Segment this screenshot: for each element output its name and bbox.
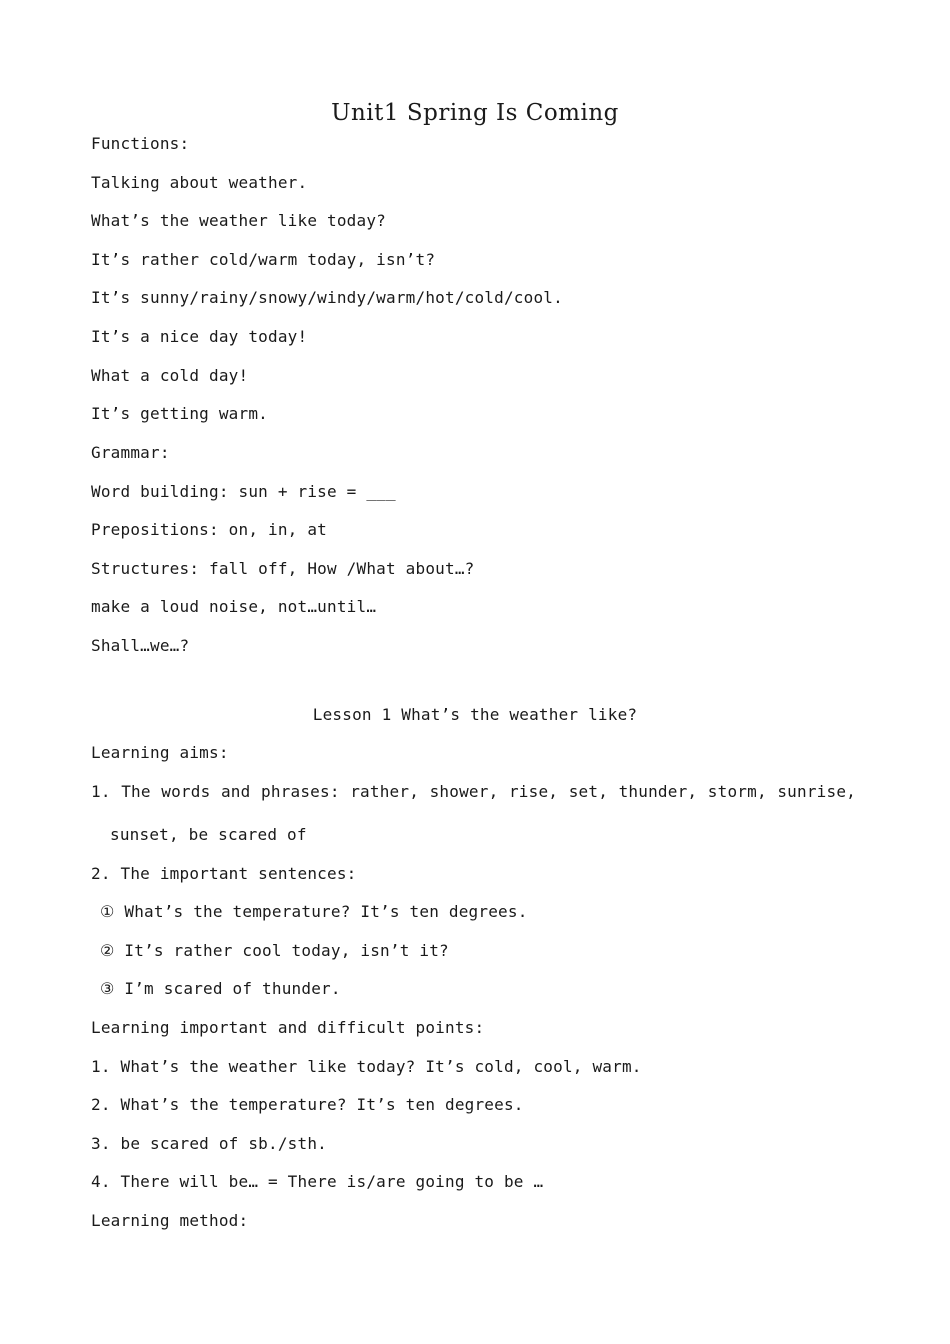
grammar-line: Structures: fall off, How /What about…? [91,559,475,578]
functions-line: Talking about weather. [91,173,308,192]
functions-line: It’s sunny/rainy/snowy/windy/warm/hot/cold/cool. [91,288,563,307]
functions-line: It’s rather cold/warm today, isn’t? [91,250,436,269]
grammar-line: Shall…we…? [91,636,190,655]
points-heading: Learning important and difficult points: [91,1018,485,1037]
sentence-item: ② It’s rather cool today, isn’t it? [100,941,449,960]
point-item: 4. There will be… = There is/are going to be … [91,1172,544,1191]
functions-heading: Functions: [91,134,190,153]
grammar-line: Word building: sun + rise = ___ [91,482,396,501]
learning-aims-heading: Learning aims: [91,743,229,762]
point-item: 2. What’s the temperature? It’s ten degrees. [91,1095,524,1114]
aim-item: 1. The words and phrases: rather, shower, rise, set, thunder, storm, sunrise, [91,782,856,801]
grammar-line: make a loud noise, not…until… [91,597,377,616]
sentence-item: ③ I’m scared of thunder. [100,979,341,998]
point-item: 3. be scared of sb./sth. [91,1134,327,1153]
functions-line: It’s a nice day today! [91,327,308,346]
method-heading: Learning method: [91,1211,249,1230]
point-item: 1. What’s the weather like today? It’s cold, cool, warm. [91,1057,642,1076]
lesson-title: Lesson 1 What’s the weather like? [312,705,638,724]
aim-item: 2. The important sentences: [91,864,357,883]
functions-line: What’s the weather like today? [91,211,386,230]
functions-line: It’s getting warm. [91,404,268,423]
grammar-heading: Grammar: [91,443,170,462]
functions-line: What a cold day! [91,366,249,385]
aim-item-continuation: sunset, be scared of [110,825,307,844]
grammar-line: Prepositions: on, in, at [91,520,327,539]
document-title: Unit1 Spring Is Coming [331,100,619,126]
sentence-item: ① What’s the temperature? It’s ten degrees. [100,902,528,921]
